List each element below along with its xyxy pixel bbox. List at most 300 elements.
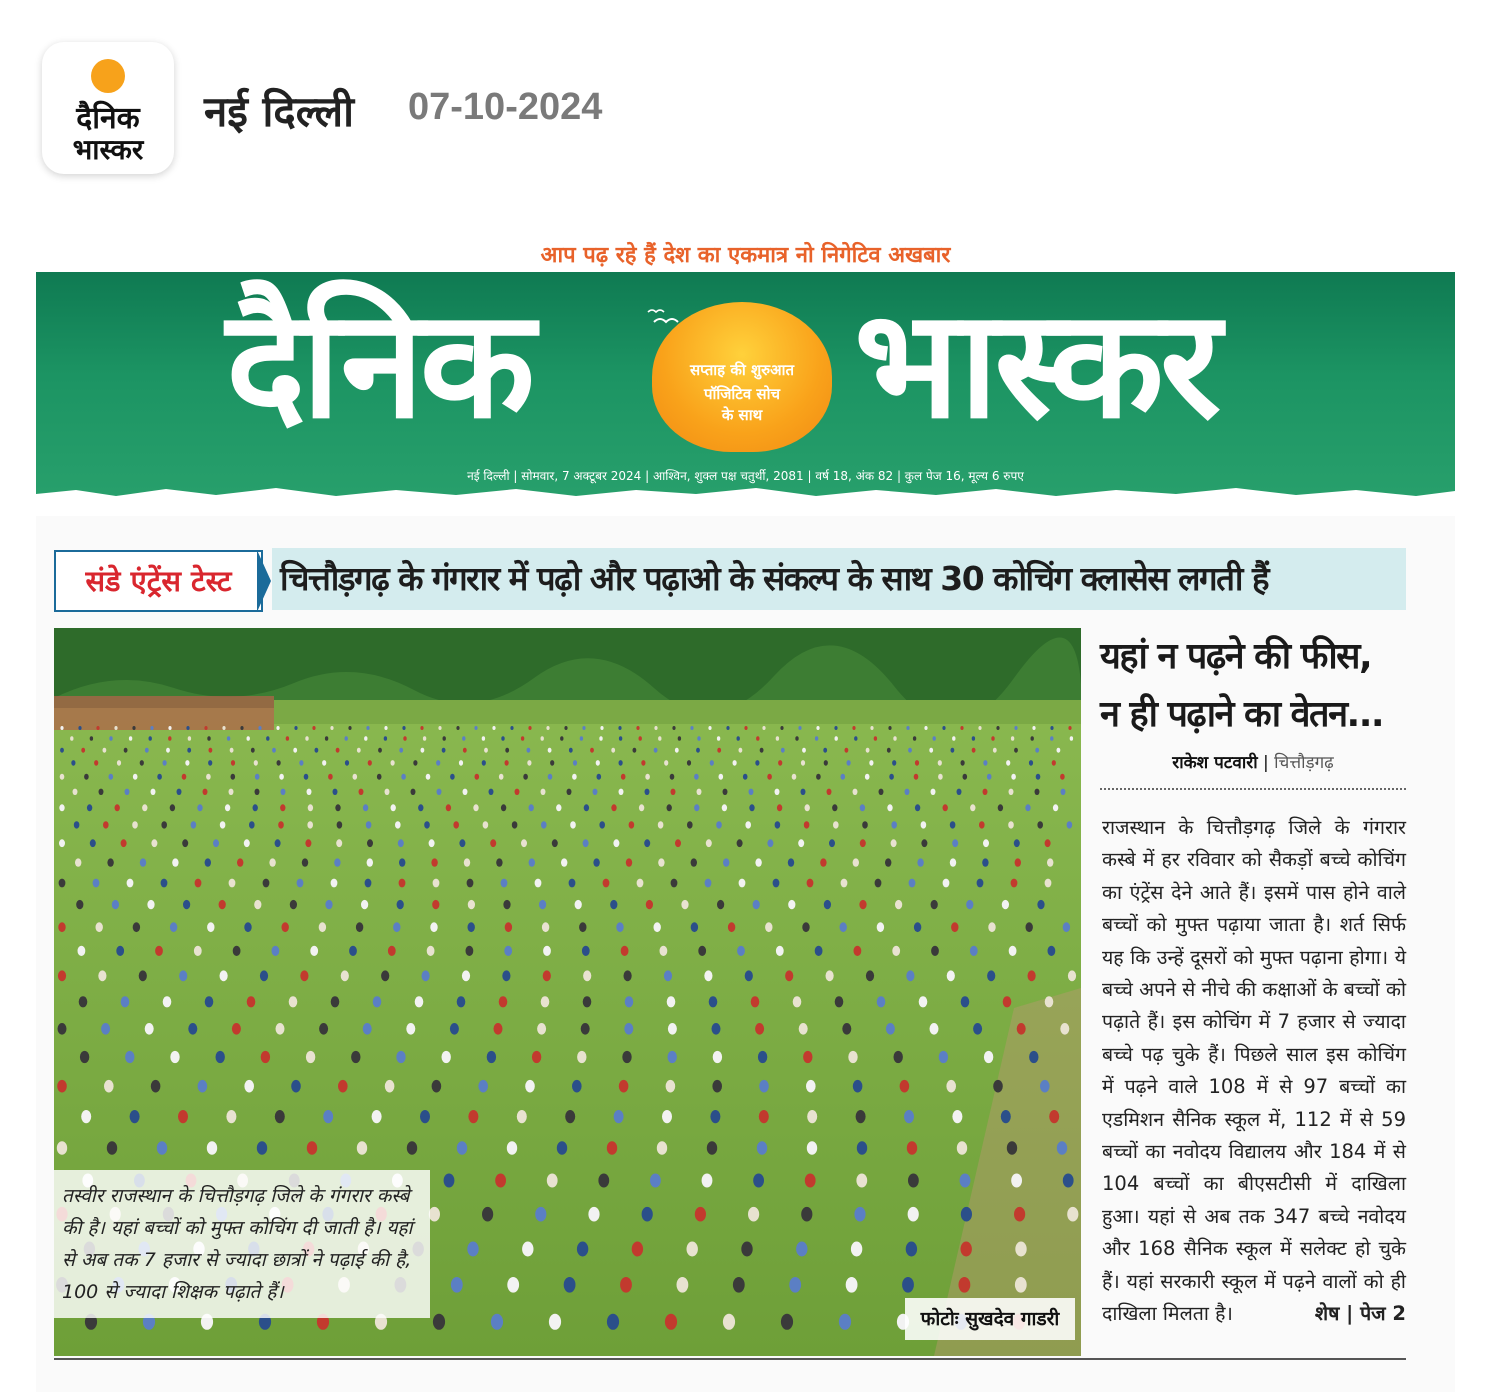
student-figure [307,1141,317,1155]
student-figure [254,900,261,909]
student-figure [626,858,632,866]
student-figure [842,1023,851,1035]
student-figure [620,1277,632,1293]
student-figure [205,996,214,1007]
app-logo[interactable] [42,42,174,174]
student-figure [103,748,107,753]
student-figure [1011,736,1014,741]
student-figure [664,760,668,766]
student-figure [816,774,821,780]
student-figure [484,748,488,753]
student-figure [187,748,191,753]
student-figure [993,748,997,753]
student-figure [464,858,470,866]
student-figure [827,789,832,795]
student-figure [988,922,995,932]
student-figure [393,922,400,932]
student-figure [70,736,73,741]
student-figure [546,726,549,730]
student-figure [407,1141,417,1155]
student-figure [991,736,994,741]
student-figure [427,946,435,956]
student-figure [73,789,78,795]
student-figure [161,879,168,888]
student-figure [244,839,250,847]
student-figure [801,789,806,795]
student-figure [166,748,170,753]
student-figure [853,1080,863,1093]
student-figure [99,789,104,795]
student-figure [987,970,995,981]
student-figure [491,1314,503,1330]
student-figure [748,1207,759,1222]
student-figure [96,726,99,730]
logo-line-2: भास्कर [72,133,144,166]
student-figure [482,1207,493,1222]
student-figure [361,900,368,909]
student-figure [668,1051,677,1063]
student-figure [1067,1207,1078,1222]
student-figure [687,1242,698,1257]
student-figure [277,760,281,766]
student-figure [451,1277,463,1293]
student-figure [525,1080,535,1093]
student-figure [216,1051,225,1063]
student-figure [78,726,81,730]
student-figure [368,760,372,766]
banner-headline-strip [272,548,1406,610]
student-figure [943,879,950,888]
student-figure [151,789,156,795]
student-figure [58,970,66,981]
student-figure [607,1314,619,1330]
sun-badge [642,302,848,442]
student-figure [939,1051,948,1063]
student-figure [269,858,275,866]
student-figure [468,922,475,932]
student-figure [1002,900,1009,909]
student-figure [230,748,234,753]
student-figure [1036,774,1041,780]
student-figure [590,748,594,753]
student-figure [722,804,727,811]
student-figure [709,996,718,1007]
student-figure [840,922,847,932]
student-figure [527,748,531,753]
student-figure [645,789,650,795]
student-figure [231,774,236,780]
student-figure [733,760,737,766]
continued-on-page[interactable]: शेष | पेज 2 [1314,1302,1406,1326]
student-figure [887,804,892,811]
student-figure [430,922,437,932]
student-figure [906,1242,917,1257]
student-figure [723,1314,735,1330]
student-figure [1053,804,1058,811]
student-figure [641,760,645,766]
student-figure [841,879,848,888]
student-figure [272,946,280,956]
student-figure [129,736,132,741]
student-figure [801,1207,812,1222]
student-figure [716,821,722,828]
student-figure [860,804,865,811]
student-figure [478,1080,488,1093]
student-figure [139,970,147,981]
student-figure [260,970,268,981]
student-figure [515,789,520,795]
student-figure [860,839,866,847]
student-figure [756,736,759,741]
student-figure [792,774,797,780]
student-figure [698,946,706,956]
student-figure [426,774,431,780]
student-figure [548,774,553,780]
student-figure [931,946,939,956]
student-figure [157,774,162,780]
student-figure [973,1023,982,1035]
banner-headline: चित्तौड़गढ़ के गंगरार में पढ़ो और पढ़ाओ के संकल्प के साथ 30 कोचिंग क्लासेस लगती हैं [280,559,1268,598]
student-figure [759,1080,769,1093]
student-figure [905,789,910,795]
student-figure [125,789,130,795]
student-figure [58,1023,67,1035]
student-figure [384,736,387,741]
student-figure [895,900,902,909]
student-figure [323,1110,333,1123]
student-figure [220,821,226,828]
student-figure [359,789,364,795]
student-figure [780,726,783,730]
student-figure [704,970,712,981]
student-figure [550,760,554,766]
student-figure [614,1110,624,1123]
student-figure [422,970,430,981]
student-figure [539,900,546,909]
student-figure [749,789,754,795]
student-figure [697,789,702,795]
student-figure [1032,726,1035,730]
student-figure [150,726,153,730]
student-figure [433,879,440,888]
student-figure [879,789,884,795]
student-figure [114,726,117,730]
student-figure [654,748,658,753]
student-figure [613,839,619,847]
student-figure [503,900,510,909]
student-figure [229,879,236,888]
student-figure [856,1110,866,1123]
student-figure [543,946,551,956]
student-figure [345,760,349,766]
student-figure [306,1051,315,1063]
student-figure [600,726,603,730]
student-figure [450,1023,459,1035]
student-figure [915,760,919,766]
photo-credit: फोटोः सुखदेव गाडरी [905,1298,1075,1340]
student-figure [874,736,877,741]
student-figure [395,821,401,828]
student-figure [351,1051,360,1063]
student-figure [133,922,140,932]
student-figure [403,736,406,741]
student-figure [127,879,134,888]
student-figure [984,1051,993,1063]
student-figure [549,1314,561,1330]
student-figure [672,726,675,730]
student-figure [751,996,760,1007]
student-figure [603,879,610,888]
student-figure [547,1174,558,1188]
student-figure [58,922,65,932]
student-figure [140,760,144,766]
student-figure [687,821,693,828]
student-figure [667,996,676,1007]
student-figure [496,858,502,866]
student-figure [717,900,724,909]
student-figure [1001,1110,1011,1123]
student-figure [1014,748,1018,753]
student-figure [179,970,187,981]
student-figure [103,821,109,828]
student-figure [619,760,623,766]
student-figure [869,760,873,766]
student-figure [561,858,567,866]
student-figure [947,970,955,981]
student-figure [737,839,743,847]
student-figure [853,789,858,795]
student-figure [521,736,524,741]
student-figure [717,736,720,741]
student-figure [74,821,80,828]
student-figure [658,858,664,866]
student-figure [952,736,955,741]
student-figure [677,1277,689,1293]
student-figure [847,760,851,766]
student-figure [1007,1141,1017,1155]
student-figure [616,922,623,932]
student-figure [528,726,531,730]
student-figure [278,821,284,828]
student-figure [1047,858,1053,866]
student-figure [365,879,372,888]
student-figure [788,900,795,909]
student-figure [946,1080,956,1093]
student-figure [1014,1207,1025,1222]
student-figure [474,726,477,730]
student-figure [758,1051,767,1063]
student-figure [921,821,927,828]
student-figure [744,726,747,730]
student-figure [229,789,234,795]
student-figure [336,839,342,847]
student-figure [921,839,927,847]
student-figure [753,900,760,909]
student-figure [854,736,857,741]
edition-date: 07-10-2024 [408,86,603,128]
student-figure [384,726,387,730]
student-figure [161,821,167,828]
student-figure [322,760,326,766]
student-figure [529,804,534,811]
student-figure [315,748,319,753]
student-figure [851,1242,862,1257]
student-figure [510,726,513,730]
student-figure [583,970,591,981]
student-figure [755,760,759,766]
student-figure [972,736,975,741]
student-figure [832,804,837,811]
student-figure [94,760,98,766]
student-figure [660,946,668,956]
student-figure [1063,922,1070,932]
student-figure [186,726,189,730]
student-figure [473,804,478,811]
student-figure [244,922,251,932]
student-figure [467,1242,478,1257]
student-figure [294,726,297,730]
student-figure [279,774,284,780]
student-figure [535,1207,546,1222]
student-figure [848,1051,857,1063]
student-figure [142,804,147,811]
student-figure [457,996,466,1007]
student-figure [366,726,369,730]
student-figure [906,970,914,981]
student-figure [286,736,289,741]
student-figure [785,970,793,981]
student-figure [877,996,886,1007]
student-figure [312,726,315,730]
student-figure [341,970,349,981]
student-figure [338,1080,348,1093]
student-figure [743,774,748,780]
student-figure [972,748,976,753]
student-figure [795,736,798,741]
sun-line-3: के साथ [721,406,763,424]
student-figure [219,900,226,909]
student-figure [483,821,489,828]
student-figure [442,748,446,753]
student-figure [607,1141,617,1155]
student-figure [564,726,567,730]
student-figure [157,1141,167,1155]
student-figure [305,736,308,741]
student-figure [695,1207,706,1222]
student-figure [1025,804,1030,811]
student-figure [671,789,676,795]
student-figure [1040,1080,1050,1093]
student-figure [462,970,470,981]
student-figure [87,804,92,811]
student-figure [1049,1110,1059,1123]
student-figure [816,726,819,730]
student-figure [505,748,509,753]
student-figure [81,1110,91,1123]
student-figure [739,879,746,888]
student-figure [745,970,753,981]
student-figure [960,1174,971,1188]
student-figure [535,879,542,888]
student-figure [951,748,955,753]
student-figure [140,858,146,866]
student-figure [261,1051,270,1063]
student-figure [237,858,243,866]
student-figure [959,1277,971,1293]
student-figure [665,1314,677,1330]
student-figure [741,1242,752,1257]
student-figure [132,821,138,828]
student-figure [917,858,923,866]
student-figure [719,774,724,780]
student-figure [710,760,714,766]
student-figure [823,748,827,753]
student-figure [753,1174,764,1188]
student-figure [891,839,897,847]
bottom-rule [54,1358,1406,1360]
student-figure [275,1110,285,1123]
student-figure [579,922,586,932]
student-figure [798,839,804,847]
student-figure [401,774,406,780]
student-figure [363,1023,372,1035]
masthead-tagline: आप पढ़ रहे हैं देश का एकमात्र नो निगेटिव अखबार [540,243,951,268]
student-figure [637,879,644,888]
student-figure [960,726,963,730]
student-figure [833,821,839,828]
student-figure [170,804,175,811]
torn-edge [36,484,1455,502]
student-figure [59,804,64,811]
student-figure [151,1080,161,1093]
photo-caption-box [54,1170,430,1318]
student-figure [806,1080,816,1093]
student-figure [60,774,65,780]
student-figure [943,804,948,811]
student-figure [431,858,437,866]
student-figure [145,1023,154,1035]
student-figure [914,774,919,780]
student-figure [691,858,697,866]
student-figure [453,821,459,828]
student-figure [194,946,202,956]
student-figure [258,726,261,730]
student-figure [495,1174,506,1188]
sun-line-2: पॉजिटिव सोच [704,385,780,403]
student-figure [168,726,171,730]
student-figure [423,736,426,741]
student-figure [504,946,512,956]
student-figure [789,1277,801,1293]
student-figure [255,789,260,795]
student-figure [442,1051,451,1063]
student-figure [622,1051,631,1063]
student-figure [904,1110,914,1123]
student-figure [644,839,650,847]
student-figure [629,821,635,828]
student-figure [413,760,417,766]
student-figure [399,748,403,753]
student-figure [737,946,745,956]
student-figure [121,839,127,847]
student-figure [658,736,661,741]
student-figure [624,970,632,981]
student-figure [998,804,1003,811]
student-figure [101,1023,110,1035]
student-figure [507,1277,519,1293]
student-figure [333,789,338,795]
student-figure [231,760,235,766]
